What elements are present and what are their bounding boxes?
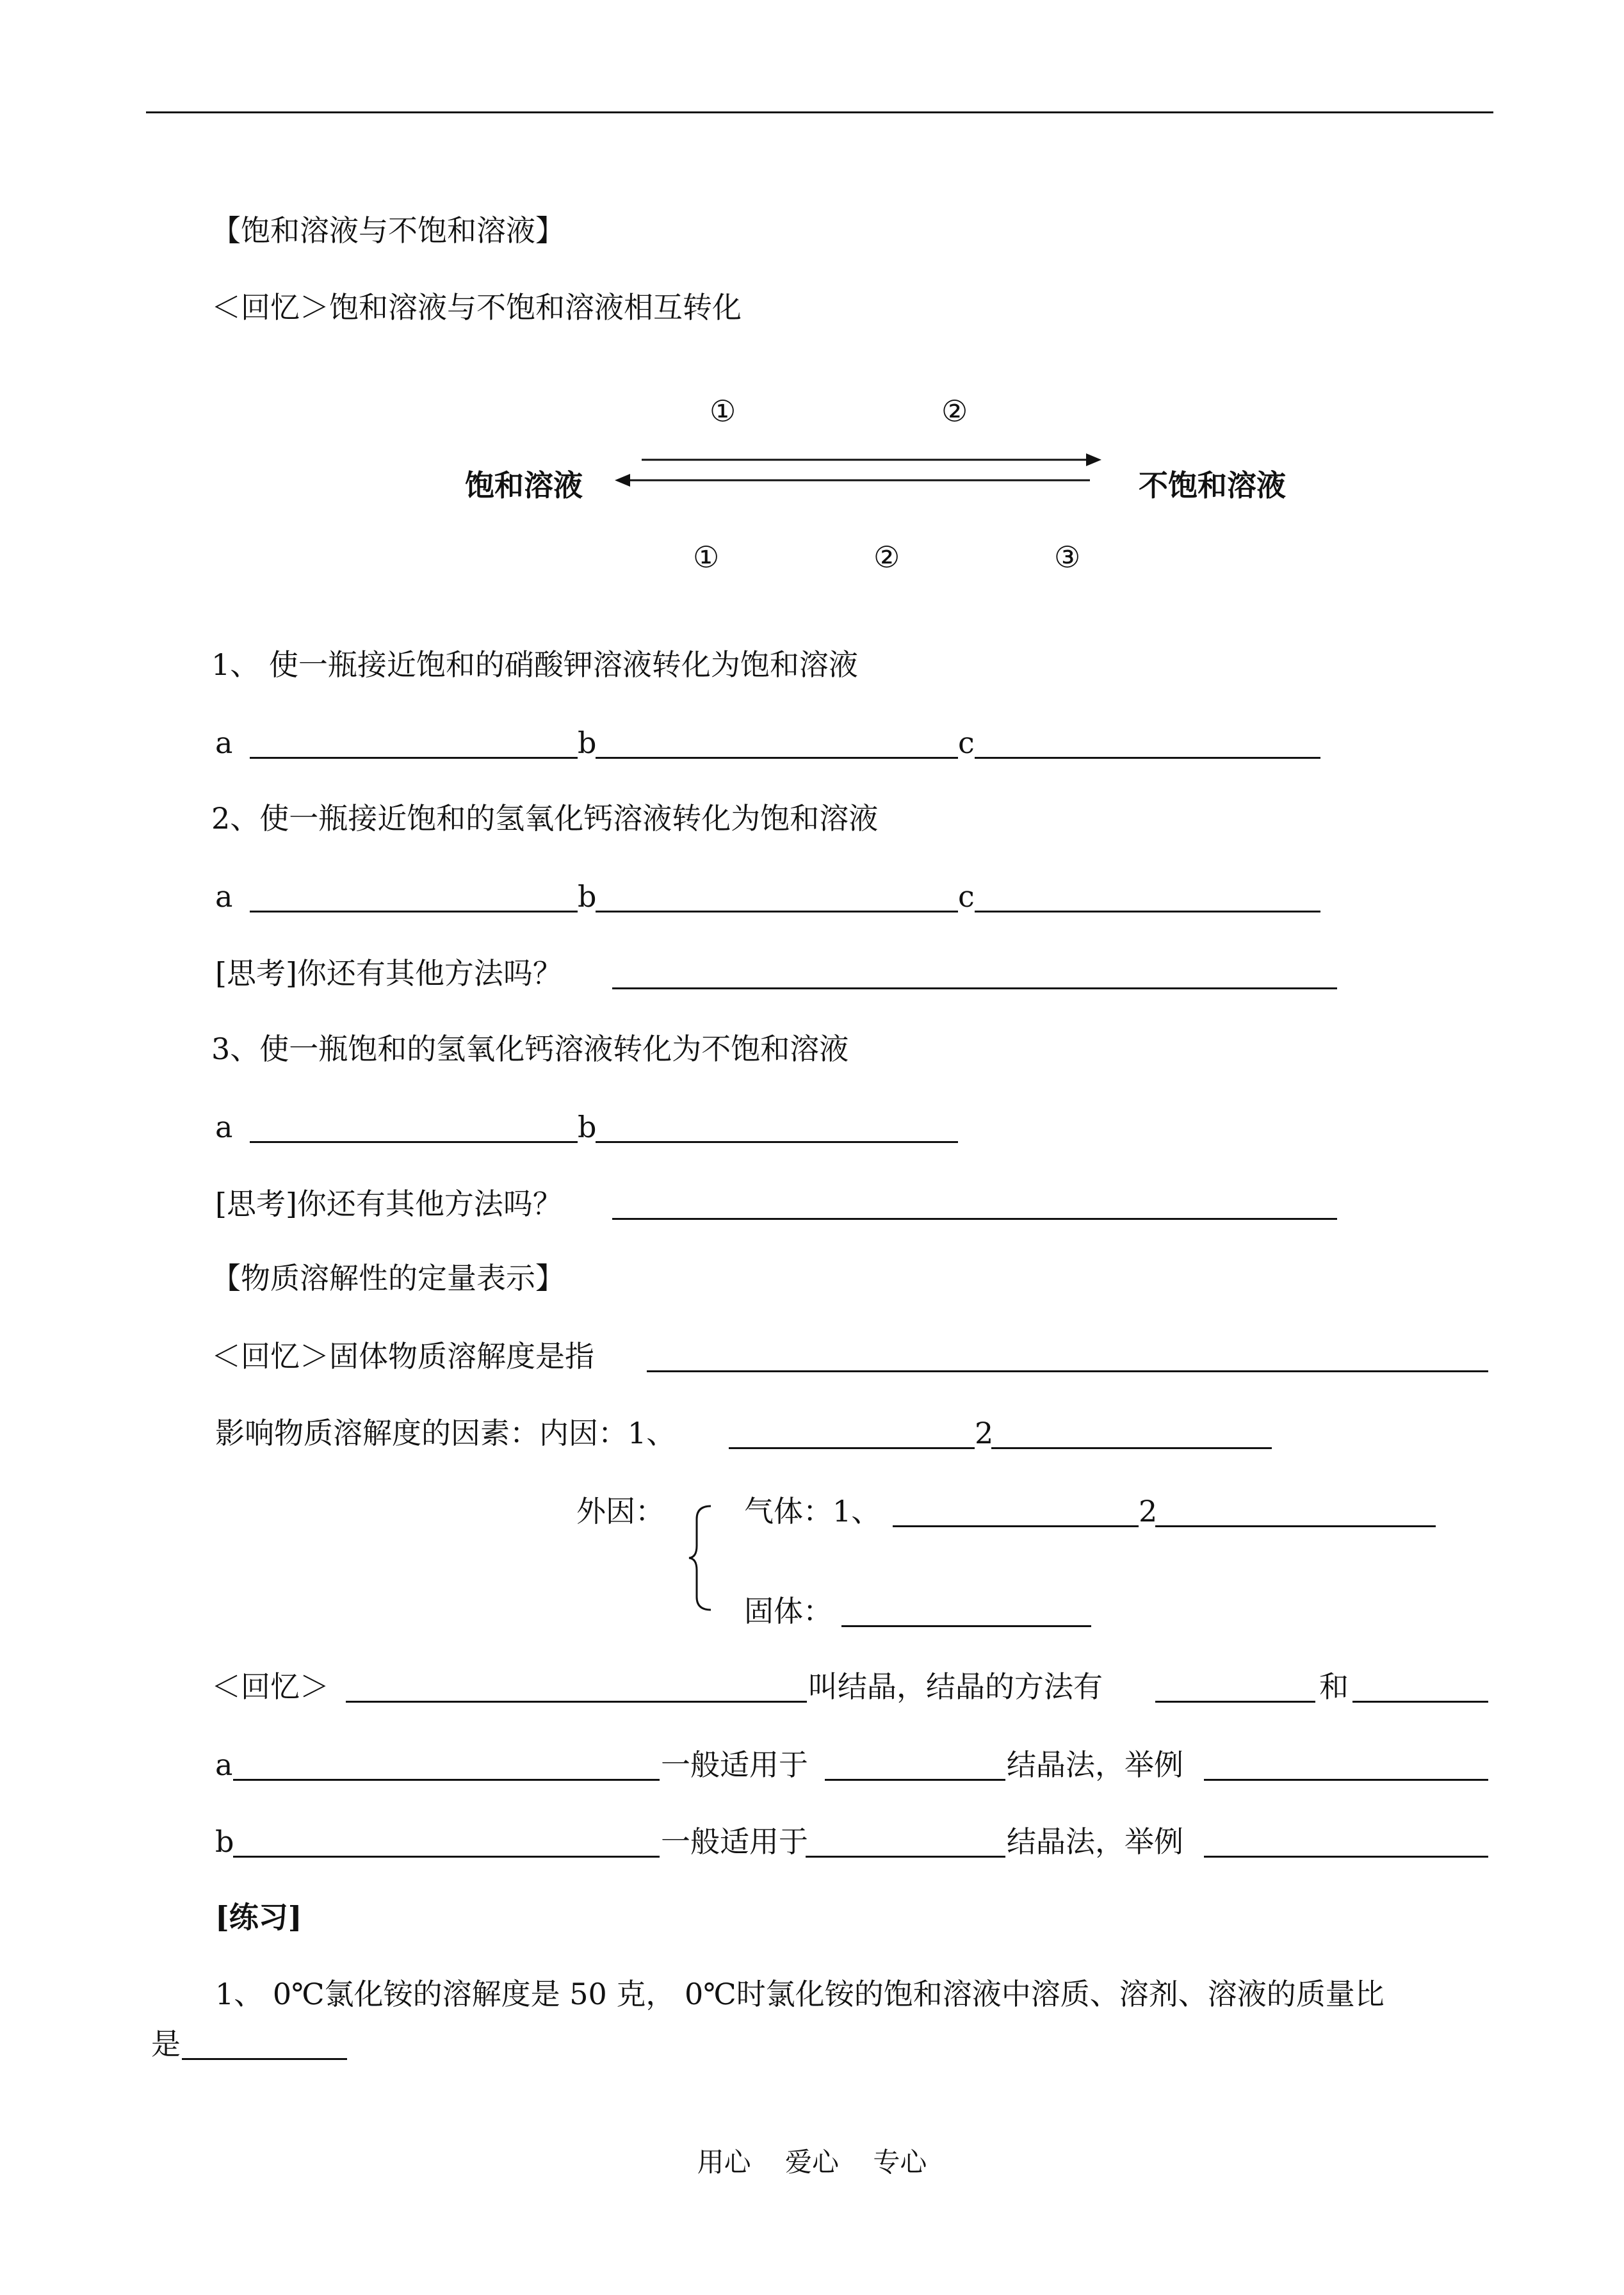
q1-a-label: a xyxy=(215,726,233,760)
practice-heading: [练习] xyxy=(215,1900,302,1934)
crystal-method-1-blank[interactable] xyxy=(1155,1701,1315,1703)
question-1: 1、 使一瓶接近饱和的硝酸钾溶液转化为饱和溶液 xyxy=(211,647,858,682)
crystal-b-apply-blank[interactable] xyxy=(806,1856,1005,1858)
q2-c-blank[interactable] xyxy=(975,911,1320,912)
q3-a-blank[interactable] xyxy=(250,1141,578,1143)
solid-label: 固体： xyxy=(744,1594,832,1628)
bottom-marker-3: ③ xyxy=(1054,540,1081,574)
page-footer: 用心 爱心 专心 xyxy=(697,2146,927,2178)
crystal-a-label: a xyxy=(215,1748,233,1782)
practice-q1-line1: 1、 0℃氯化铵的溶解度是 50 克， 0℃时氯化铵的饱和溶液中溶质、溶剂、溶液的质量比 xyxy=(215,1977,1384,2011)
recall-conversion: ＜回忆＞饱和溶液与不饱和溶液相互转化 xyxy=(211,290,742,325)
solubility-definition-blank[interactable] xyxy=(647,1370,1488,1372)
crystal-a-apply: 一般适用于 xyxy=(661,1748,808,1782)
crystal-b-apply: 一般适用于 xyxy=(661,1824,808,1859)
solid-factor-blank[interactable] xyxy=(841,1625,1091,1627)
think-2-blank[interactable] xyxy=(612,1218,1337,1220)
q2-b-label: b xyxy=(578,879,597,914)
section-heading-solubility: 【物质溶解性的定量表示】 xyxy=(211,1261,565,1295)
recall-crystal-prefix: ＜回忆＞ xyxy=(211,1669,329,1704)
question-3: 3、使一瓶饱和的氢氧化钙溶液转化为不饱和溶液 xyxy=(211,1032,849,1066)
right-arrow xyxy=(642,453,1101,466)
crystal-b-example-blank[interactable] xyxy=(1204,1856,1488,1858)
crystal-a-method: 结晶法，举例 xyxy=(1007,1748,1183,1782)
q3-a-label: a xyxy=(215,1110,233,1144)
crystal-definition-blank[interactable] xyxy=(346,1701,807,1703)
diagram-right-label: 不饱和溶液 xyxy=(1139,468,1286,503)
recall-crystal-and: 和 xyxy=(1319,1669,1349,1704)
section-heading-saturated: 【饱和溶液与不饱和溶液】 xyxy=(211,213,565,248)
question-2: 2、使一瓶接近饱和的氢氧化钙溶液转化为饱和溶液 xyxy=(211,801,879,836)
crystal-method-2-blank[interactable] xyxy=(1352,1701,1488,1703)
bottom-marker-1: ① xyxy=(693,540,720,574)
q1-b-blank[interactable] xyxy=(596,757,958,759)
top-marker-2: ② xyxy=(941,394,968,428)
crystal-a-apply-blank[interactable] xyxy=(825,1779,1005,1781)
external-factors-label: 外因： xyxy=(576,1494,665,1529)
bottom-marker-2: ② xyxy=(873,540,900,574)
practice-q1-line2: 是 xyxy=(151,2027,181,2061)
q1-a-blank[interactable] xyxy=(250,757,578,759)
practice-q1-blank[interactable] xyxy=(182,2058,347,2060)
left-arrow xyxy=(615,474,1090,487)
q1-c-blank[interactable] xyxy=(975,757,1320,759)
crystal-a-blank[interactable] xyxy=(233,1779,660,1781)
internal-factor-2-label: 2 xyxy=(975,1416,994,1450)
factors-internal-label: 影响物质溶解度的因素：内因：1、 xyxy=(215,1416,676,1450)
q2-b-blank[interactable] xyxy=(596,911,958,912)
top-marker-1: ① xyxy=(710,394,736,428)
gas-factor-1-blank[interactable] xyxy=(893,1525,1139,1527)
conversion-arrows xyxy=(615,435,1101,493)
crystal-b-blank[interactable] xyxy=(233,1856,660,1858)
gas-factor-2-label: 2 xyxy=(1139,1494,1158,1529)
internal-factor-1-blank[interactable] xyxy=(729,1447,975,1449)
brace-icon xyxy=(686,1504,716,1612)
q2-c-label: c xyxy=(958,879,975,914)
recall-solubility: ＜回忆＞固体物质溶解度是指 xyxy=(211,1339,594,1374)
q1-b-label: b xyxy=(578,726,597,760)
q2-a-label: a xyxy=(215,879,233,914)
gas-factor-2-blank[interactable] xyxy=(1155,1525,1436,1527)
crystal-b-method: 结晶法，举例 xyxy=(1007,1824,1183,1859)
header-rule xyxy=(146,111,1493,113)
crystal-b-label: b xyxy=(215,1824,234,1859)
think-1-blank[interactable] xyxy=(612,987,1337,989)
internal-factor-2-blank[interactable] xyxy=(991,1447,1272,1449)
q1-c-label: c xyxy=(958,726,975,760)
q3-b-label: b xyxy=(578,1110,597,1144)
recall-crystal-mid: 叫结晶，结晶的方法有 xyxy=(808,1669,1103,1704)
diagram-left-label: 饱和溶液 xyxy=(465,468,583,503)
gas-label: 气体：1、 xyxy=(744,1494,881,1529)
crystal-a-example-blank[interactable] xyxy=(1204,1779,1488,1781)
think-prompt-1: [思考]你还有其他方法吗？ xyxy=(215,956,562,991)
think-prompt-2: [思考]你还有其他方法吗？ xyxy=(215,1187,562,1221)
q2-a-blank[interactable] xyxy=(250,911,578,912)
q3-b-blank[interactable] xyxy=(596,1141,958,1143)
